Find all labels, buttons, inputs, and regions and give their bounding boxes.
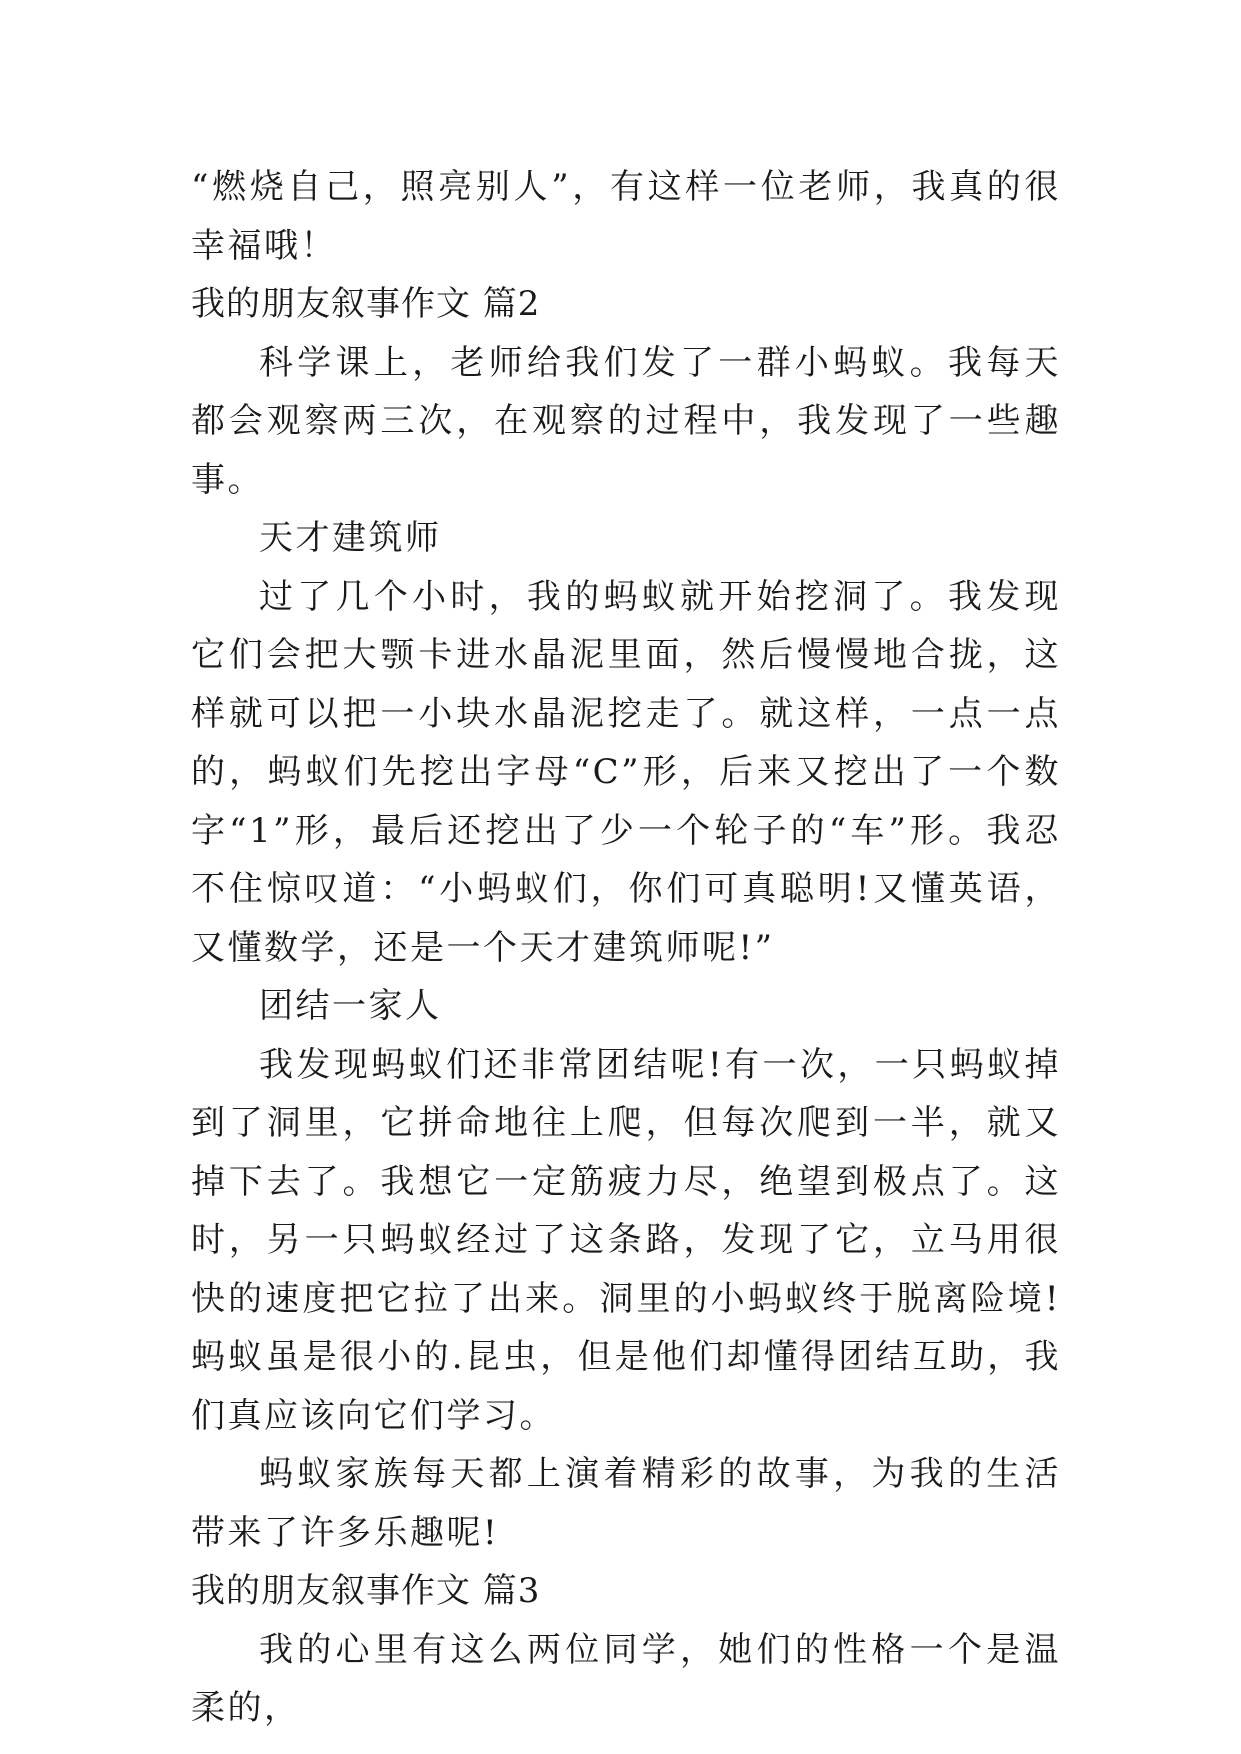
paragraph-closing-line: “燃烧自己，照亮别人”，有这样一位老师，我真的很幸福哦！ [191, 167, 1061, 266]
paragraph-conclusion: 蚂蚁家族每天都上演着精彩的故事，为我的生活带来了许多乐趣呢! [191, 1454, 1061, 1553]
paragraph-intro: 科学课上，老师给我们发了一群小蚂蚁。我每天都会观察两三次，在观察的过程中，我发现了一些趣事。 [191, 342, 1061, 500]
document-body [191, 158, 1061, 1738]
subheading-genius-architect: 天才建筑师 [259, 518, 442, 558]
paragraph-classmates: 我的心里有这么两位同学，她们的性格一个是温柔的， [191, 1629, 1061, 1728]
section-heading-2: 我的朋友叙事作文 篇2 [191, 284, 541, 324]
subheading-united-family: 团结一家人 [259, 986, 442, 1026]
paragraph-unity: 我发现蚂蚁们还非常团结呢!有一次，一只蚂蚁掉到了洞里，它拼命地往上爬，但每次爬到一半，就又掉下去了。我想它一定筋疲力尽，绝望到极点了。这时，另一只蚂蚁经过了这条路，发现了它，立马用很快的速度把它拉了出来。洞里的小蚂蚁终于脱离险境!蚂蚁虽是很小的.昆虫，但是他们却懂得团结互助，我们真应该向它们学习。 [191, 1044, 1061, 1436]
paragraph-digging: 过了几个小时，我的蚂蚁就开始挖洞了。我发现它们会把大颚卡进水晶泥里面，然后慢慢地合拢，这样就可以把一小块水晶泥挖走了。就这样，一点一点的，蚂蚁们先挖出字母“C”形，后来又挖出了一个数字“1”形，最后还挖出了少一个轮子的“车”形。我忍不住惊叹道：“小蚂蚁们，你们可真聪明!又懂英语，又懂数学，还是一个天才建筑师呢!” [191, 576, 1061, 968]
section-heading-3: 我的朋友叙事作文 篇3 [191, 1571, 541, 1611]
